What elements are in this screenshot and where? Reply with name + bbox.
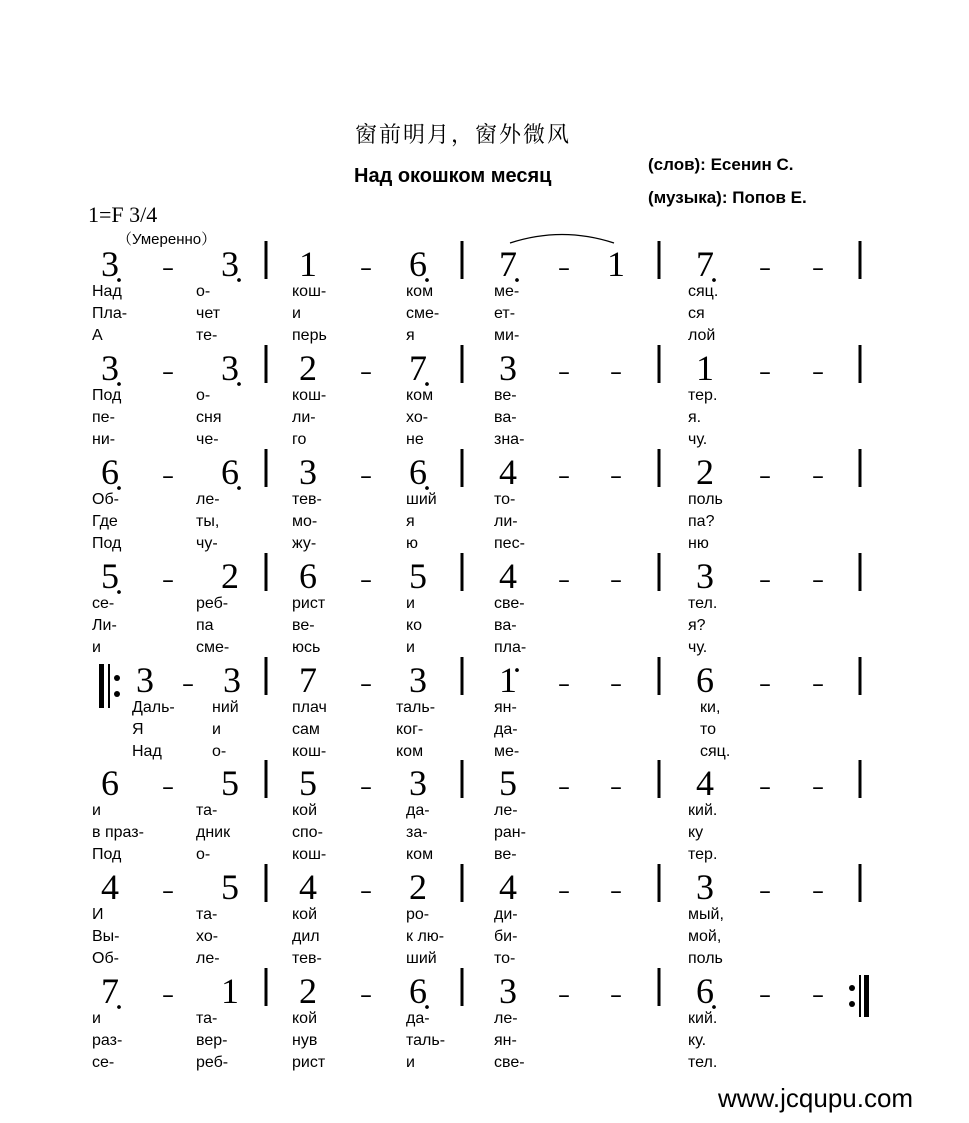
note: 6 (299, 556, 317, 596)
lyric-syllable: кий. (688, 802, 718, 819)
note: 2 (299, 348, 317, 388)
duration-dash: – (610, 462, 622, 490)
duration-dash: – (759, 254, 771, 282)
watermark-text-group (717, 1083, 913, 1113)
note: 4 (299, 867, 317, 907)
lyric-syllable: ку. (688, 1032, 707, 1049)
lyric-syllable: ве- (292, 617, 315, 634)
lyric-syllable: ком (406, 846, 434, 863)
lyric-syllable: чу. (688, 431, 708, 448)
duration-dash: – (360, 773, 372, 801)
duration-dash: – (812, 254, 824, 282)
lyric-syllable: юсь (292, 639, 321, 656)
lyric-syllable: чу- (196, 535, 218, 552)
lyric-syllable: тер. (688, 387, 718, 404)
duration-dash: – (558, 670, 570, 698)
note: 1 (696, 348, 714, 388)
note: 3̣ (221, 348, 239, 388)
lyric-syllable: Над (132, 743, 162, 760)
note: 5̣ (101, 556, 119, 596)
note: 6̣ (409, 971, 427, 1011)
lyric-syllable: ран- (494, 824, 526, 841)
lyric-syllable: сам (292, 721, 320, 738)
lyric-syllable: и (92, 802, 101, 819)
lyric-syllable: я. (688, 409, 702, 426)
note: 3 (223, 660, 241, 700)
duration-dash: – (759, 877, 771, 905)
lyric-syllable: я (406, 327, 415, 344)
note: 4 (499, 867, 517, 907)
lyric-syllable: ва- (494, 617, 517, 634)
duration-dash: – (812, 358, 824, 386)
lyric-syllable: ле- (494, 802, 518, 819)
lyric-syllable: перь (292, 327, 327, 344)
lyric-syllable: и (92, 1010, 101, 1027)
duration-dash: – (162, 773, 174, 801)
duration-dash: – (759, 773, 771, 801)
lyric-syllable: ле- (196, 950, 220, 967)
lyric-syllable: рист (292, 1054, 326, 1071)
duration-dash: – (610, 773, 622, 801)
duration-dash: – (360, 358, 372, 386)
slur (510, 235, 614, 244)
note: 6̣ (101, 452, 119, 492)
duration-dash: – (360, 877, 372, 905)
repeat-end-sign (849, 975, 869, 1017)
lyric-syllable: пла- (494, 639, 527, 656)
lyric-syllable: кош- (292, 846, 327, 863)
lyric-syllable: тел. (688, 1054, 718, 1071)
score-rows (92, 241, 860, 1071)
duration-dash: – (360, 566, 372, 594)
lyric-syllable: ший (406, 950, 437, 967)
lyric-syllable: ню (688, 535, 709, 552)
lyric-syllable: тел. (688, 595, 718, 612)
note: 5 (409, 556, 427, 596)
lyric-syllable: Пла- (92, 305, 128, 322)
lyric-syllable: таль- (396, 699, 436, 716)
lyric-syllable: зна- (494, 431, 525, 448)
lyric-syllable: сяц. (700, 743, 731, 760)
note: 4 (499, 556, 517, 596)
lyric-syllable: сме- (196, 639, 230, 656)
lyric-syllable: чу. (688, 639, 708, 656)
duration-dash: – (360, 670, 372, 698)
lyric-syllable: Ли- (92, 617, 117, 634)
note: 5 (299, 763, 317, 803)
lyric-syllable: би- (494, 928, 518, 945)
lyric-syllable: к лю- (406, 928, 445, 945)
note: 3 (136, 660, 154, 700)
lyric-syllable: тер. (688, 846, 718, 863)
lyric-syllable: за- (406, 824, 428, 841)
lyric-syllable: Об- (92, 491, 119, 508)
lyric-syllable: ме- (494, 283, 520, 300)
duration-dash: – (812, 773, 824, 801)
duration-dash: – (182, 670, 194, 698)
lyric-syllable: мо- (292, 513, 318, 530)
russian-title: Над окошком месяц (354, 165, 552, 187)
lyric-syllable: кой (292, 906, 318, 923)
lyric-syllable: ком (406, 387, 434, 404)
duration-dash: – (610, 358, 622, 386)
duration-dash: – (812, 462, 824, 490)
lyric-syllable: и (212, 721, 221, 738)
key-time-signature: 1=F 3/4 (88, 202, 158, 227)
lyric-syllable: Над (92, 283, 122, 300)
duration-dash: – (558, 773, 570, 801)
note: 1̇ (499, 660, 517, 700)
lyric-syllable: кош- (292, 387, 327, 404)
note: 1 (299, 244, 317, 284)
lyric-syllable: Под (92, 846, 122, 863)
lyric-syllable: пе- (92, 409, 115, 426)
lyric-syllable: та- (196, 802, 218, 819)
note: 7 (299, 660, 317, 700)
lyric-syllable: ся (688, 305, 705, 322)
lyric-syllable: чет (196, 305, 221, 322)
lyric-syllable: хо- (196, 928, 219, 945)
tempo-marking: （Умеренно） (117, 231, 217, 248)
lyric-syllable: о- (196, 846, 211, 863)
lyric-syllable: ний (212, 699, 239, 716)
duration-dash: – (812, 877, 824, 905)
note: 1 (221, 971, 239, 1011)
lyric-syllable: о- (196, 283, 211, 300)
lyric-syllable: Я (132, 721, 144, 738)
lyric-syllable: нув (292, 1032, 318, 1049)
lyric-syllable: ве- (494, 846, 517, 863)
lyric-syllable: све- (494, 595, 525, 612)
lyric-syllable: поль (688, 491, 723, 508)
lyric-syllable: в праз- (92, 824, 144, 841)
lyric-syllable: да- (494, 721, 518, 738)
duration-dash: – (610, 670, 622, 698)
lyric-syllable: спо- (292, 824, 323, 841)
note: 4 (101, 867, 119, 907)
lyric-syllable: пес- (494, 535, 525, 552)
lyric-syllable: ком (406, 283, 434, 300)
note: 6̣ (221, 452, 239, 492)
duration-dash: – (360, 254, 372, 282)
lyricist-credit: (слов): Есенин С. (648, 155, 794, 174)
composer-credit: (музыка): Попов Е. (648, 188, 807, 207)
lyric-syllable: сме- (406, 305, 440, 322)
lyric-syllable: ший (406, 491, 437, 508)
lyric-syllable: ле- (196, 491, 220, 508)
lyric-syllable: я? (688, 617, 706, 634)
lyric-syllable: ки, (700, 699, 721, 716)
lyric-syllable: да- (406, 1010, 430, 1027)
duration-dash: – (610, 981, 622, 1009)
note: 6 (696, 660, 714, 700)
lyric-syllable: ко (406, 617, 423, 634)
duration-dash: – (759, 566, 771, 594)
lyric-syllable: па? (688, 513, 715, 530)
lyric-syllable: тев- (292, 491, 322, 508)
duration-dash: – (558, 462, 570, 490)
lyric-syllable: све- (494, 1054, 525, 1071)
lyric-syllable: ком (396, 743, 424, 760)
note: 3 (499, 348, 517, 388)
lyric-syllable: то (700, 721, 717, 738)
duration-dash: – (360, 462, 372, 490)
lyric-syllable: то- (494, 491, 516, 508)
note: 7̣ (499, 244, 517, 284)
lyric-syllable: и (92, 639, 101, 656)
note: 3̣ (221, 244, 239, 284)
note: 5 (221, 763, 239, 803)
lyric-syllable: ког- (396, 721, 424, 738)
lyric-syllable: Где (92, 513, 118, 530)
note: 2 (409, 867, 427, 907)
lyric-syllable: ро- (406, 906, 430, 923)
note: 2 (221, 556, 239, 596)
duration-dash: – (360, 981, 372, 1009)
note: 1 (607, 244, 625, 284)
lyric-syllable: се- (92, 595, 115, 612)
lyric-syllable: я (406, 513, 415, 530)
duration-dash: – (812, 670, 824, 698)
lyric-syllable: то- (494, 950, 516, 967)
duration-dash: – (162, 358, 174, 386)
lyric-syllable: таль- (406, 1032, 446, 1049)
duration-dash: – (558, 981, 570, 1009)
note: 3 (409, 660, 427, 700)
lyric-syllable: мый, (688, 906, 724, 923)
lyric-syllable: ле- (494, 1010, 518, 1027)
note: 4 (499, 452, 517, 492)
note: 6̣ (696, 971, 714, 1011)
lyric-syllable: плач (292, 699, 327, 716)
lyric-syllable: жу- (292, 535, 317, 552)
lyric-syllable: не (406, 431, 424, 448)
note: 2 (299, 971, 317, 1011)
lyric-syllable: поль (688, 950, 723, 967)
lyric-syllable: те- (196, 327, 218, 344)
note: 3̣ (101, 244, 119, 284)
note: 7̣ (101, 971, 119, 1011)
lyric-syllable: и (292, 305, 301, 322)
duration-dash: – (759, 670, 771, 698)
lyric-syllable: ва- (494, 409, 517, 426)
lyric-syllable: и (406, 639, 415, 656)
duration-dash: – (162, 462, 174, 490)
note: 4 (696, 763, 714, 803)
lyric-syllable: ты, (196, 513, 220, 530)
lyric-syllable: ли- (494, 513, 518, 530)
lyric-syllable: кой (292, 1010, 318, 1027)
watermark: www.jcqupu.com (718, 1083, 914, 1113)
note: 6 (101, 763, 119, 803)
lyric-syllable: дник (196, 824, 231, 841)
lyric-syllable: ку (688, 824, 704, 841)
note: 3 (299, 452, 317, 492)
note: 6̣ (409, 244, 427, 284)
lyric-syllable: Вы- (92, 928, 120, 945)
lyric-syllable: та- (196, 906, 218, 923)
lyric-syllable: хо- (406, 409, 429, 426)
lyric-syllable: реб- (196, 1054, 229, 1071)
lyric-syllable: и (406, 595, 415, 612)
lyric-syllable: ю (406, 535, 418, 552)
note: 3 (696, 556, 714, 596)
duration-dash: – (759, 358, 771, 386)
lyric-syllable: ет- (494, 305, 516, 322)
lyric-syllable: да- (406, 802, 430, 819)
duration-dash: – (162, 254, 174, 282)
lyric-syllable: ян- (494, 699, 517, 716)
duration-dash: – (558, 358, 570, 386)
note: 7̣ (409, 348, 427, 388)
lyric-syllable: па (196, 617, 214, 634)
lyric-syllable: ли- (292, 409, 316, 426)
lyric-syllable: че- (196, 431, 219, 448)
duration-dash: – (558, 877, 570, 905)
lyric-syllable: се- (92, 1054, 115, 1071)
lyric-syllable: И (92, 906, 104, 923)
lyric-syllable: ян- (494, 1032, 517, 1049)
note: 3̣ (101, 348, 119, 388)
lyric-syllable: сня (196, 409, 222, 426)
note: 6̣ (409, 452, 427, 492)
lyric-syllable: кош- (292, 283, 327, 300)
lyric-syllable: раз- (92, 1032, 123, 1049)
lyric-syllable: вер- (196, 1032, 228, 1049)
duration-dash: – (162, 877, 174, 905)
lyric-syllable: дил (292, 928, 320, 945)
duration-dash: – (759, 981, 771, 1009)
lyric-syllable: Под (92, 387, 122, 404)
lyric-syllable: кий. (688, 1010, 718, 1027)
duration-dash: – (162, 566, 174, 594)
lyric-syllable: рист (292, 595, 326, 612)
duration-dash: – (558, 566, 570, 594)
lyric-syllable: кой (292, 802, 318, 819)
duration-dash: – (812, 566, 824, 594)
lyric-syllable: реб- (196, 595, 229, 612)
lyric-syllable: лой (688, 327, 716, 344)
lyric-syllable: о- (212, 743, 227, 760)
duration-dash: – (558, 254, 570, 282)
note: 5 (499, 763, 517, 803)
lyric-syllable: А (92, 327, 103, 344)
note: 5 (221, 867, 239, 907)
lyric-syllable: ди- (494, 906, 518, 923)
lyric-syllable: Об- (92, 950, 119, 967)
duration-dash: – (610, 566, 622, 594)
lyric-syllable: го (292, 431, 307, 448)
lyric-syllable: сяц. (688, 283, 719, 300)
repeat-start-sign (99, 664, 120, 708)
lyric-syllable: ве- (494, 387, 517, 404)
duration-dash: – (162, 981, 174, 1009)
lyric-syllable: Даль- (132, 699, 175, 716)
lyric-syllable: мой, (688, 928, 722, 945)
note: 3 (499, 971, 517, 1011)
lyric-syllable: ми- (494, 327, 520, 344)
lyric-syllable: та- (196, 1010, 218, 1027)
lyric-syllable: ме- (494, 743, 520, 760)
chinese-title: 窗前明月，窗外微风 (355, 123, 572, 148)
lyric-syllable: ни- (92, 431, 116, 448)
note: 3 (696, 867, 714, 907)
lyric-syllable: тев- (292, 950, 322, 967)
lyric-syllable: и (406, 1054, 415, 1071)
note: 3 (409, 763, 427, 803)
duration-dash: – (610, 877, 622, 905)
note: 7̣ (696, 244, 714, 284)
duration-dash: – (812, 981, 824, 1009)
note: 2 (696, 452, 714, 492)
lyric-syllable: Под (92, 535, 122, 552)
duration-dash: – (759, 462, 771, 490)
lyric-syllable: о- (196, 387, 211, 404)
lyric-syllable: кош- (292, 743, 327, 760)
